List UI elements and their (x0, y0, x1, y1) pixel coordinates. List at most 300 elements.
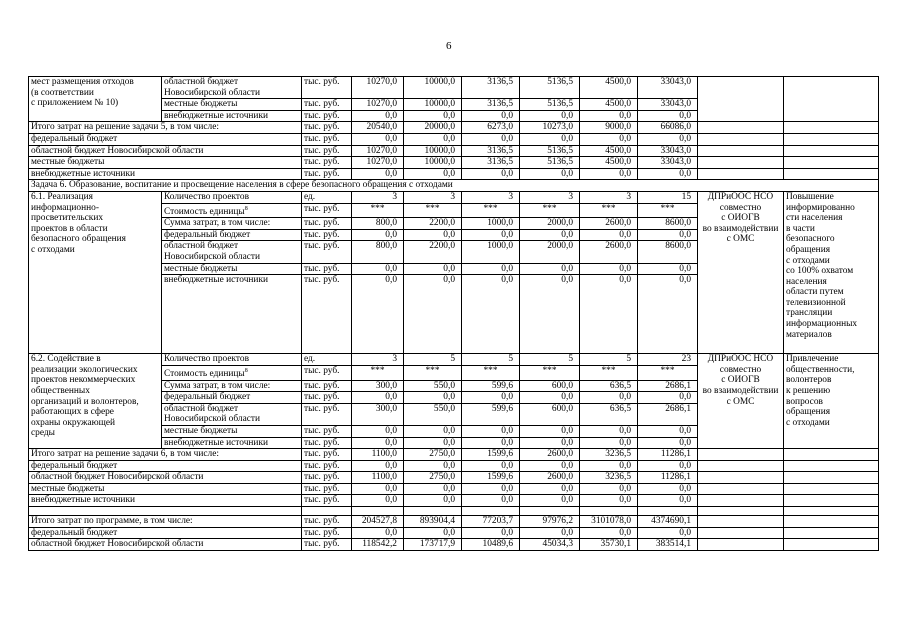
unit-cell: тыс. руб. (302, 168, 352, 180)
value-cell: 3236,5 (580, 449, 638, 461)
item-name-cell: 6.2. Содействие в реализации экологических проектов некоммерческих общественных организаций и волонтеров, работающих в сфере охраны окружающей среды (29, 354, 162, 449)
value-cell: 0,0 (638, 263, 698, 275)
value-cell: 11286,1 (638, 472, 698, 484)
value-cell: 0,0 (520, 275, 580, 354)
value-cell: 118542,2 (352, 539, 404, 551)
value-cell: *** (520, 365, 580, 380)
value-cell: 0,0 (352, 263, 404, 275)
source-cell: местные бюджеты (162, 425, 302, 437)
unit-cell: тыс. руб. (302, 275, 352, 354)
value-cell: 10000,0 (404, 157, 462, 169)
value-cell: 10270,0 (352, 145, 404, 157)
total-row (29, 495, 879, 507)
value-cell: 15 (638, 191, 698, 203)
unit-cell: тыс. руб. (302, 365, 352, 380)
source-cell: Сумма затрат, в том числе: (162, 218, 302, 230)
value-cell: 97976,2 (520, 516, 580, 528)
value-cell: 636,5 (580, 403, 638, 425)
total-row (29, 157, 879, 169)
value-cell: 0,0 (462, 437, 520, 449)
value-cell: 0,0 (638, 437, 698, 449)
total-label-cell: областной бюджет Новосибирской области (29, 472, 302, 484)
unit-cell: тыс. руб. (302, 145, 352, 157)
value-cell: 33043,0 (638, 99, 698, 111)
value-cell: 0,0 (404, 263, 462, 275)
value-cell: 0,0 (404, 495, 462, 507)
unit-cell: тыс. руб. (302, 229, 352, 241)
value-cell: 10273,0 (520, 122, 580, 134)
unit-cell: тыс. руб. (302, 460, 352, 472)
total-label-cell: Итого затрат на решение задачи 5, в том числе: (29, 122, 302, 134)
value-cell: 0,0 (520, 425, 580, 437)
value-cell: 5136,5 (520, 99, 580, 111)
unit-cell: тыс. руб. (302, 157, 352, 169)
value-cell: 35730,1 (580, 539, 638, 551)
value-cell: 0,0 (638, 168, 698, 180)
empty-cell (698, 122, 784, 134)
value-cell: 3 (462, 191, 520, 203)
total-label-cell: федеральный бюджет (29, 460, 302, 472)
value-cell: 0,0 (638, 483, 698, 495)
value-cell: 2600,0 (580, 241, 638, 263)
empty-cell (784, 495, 879, 507)
value-cell: 0,0 (520, 229, 580, 241)
empty-cell (784, 472, 879, 484)
empty-cell (698, 472, 784, 484)
empty-cell (698, 145, 784, 157)
value-cell: 0,0 (462, 460, 520, 472)
unit-cell: тыс. руб. (302, 403, 352, 425)
source-cell: местные бюджеты (162, 99, 302, 111)
empty-cell (520, 507, 580, 516)
empty-cell (784, 145, 879, 157)
total-row (29, 122, 879, 134)
unit-cell: тыс. руб. (302, 241, 352, 263)
executor-cell: ДПРиООС НСО совместно с ОИОГВ во взаимодействии с ОМС (698, 354, 784, 449)
value-cell: 1000,0 (462, 218, 520, 230)
value-cell: 2200,0 (404, 241, 462, 263)
value-cell: 0,0 (404, 229, 462, 241)
empty-cell (784, 168, 879, 180)
value-cell: 4500,0 (580, 145, 638, 157)
value-cell: 3 (352, 191, 404, 203)
value-cell: 0,0 (404, 133, 462, 145)
value-cell: 0,0 (462, 527, 520, 539)
empty-cell (404, 507, 462, 516)
value-cell: 0,0 (580, 275, 638, 354)
source-cell: федеральный бюджет (162, 392, 302, 404)
value-cell: 77203,7 (462, 516, 520, 528)
source-cell: местные бюджеты (162, 263, 302, 275)
value-cell: 4374690,1 (638, 516, 698, 528)
value-cell: 0,0 (352, 527, 404, 539)
value-cell: 20000,0 (404, 122, 462, 134)
value-cell: 0,0 (462, 133, 520, 145)
value-cell: 3136,5 (462, 157, 520, 169)
value-cell: 10270,0 (352, 99, 404, 111)
value-cell: 3136,5 (462, 145, 520, 157)
value-cell: 0,0 (580, 133, 638, 145)
unit-cell: тыс. руб. (302, 203, 352, 218)
empty-cell (580, 507, 638, 516)
value-cell: 0,0 (520, 110, 580, 122)
value-cell: 11286,1 (638, 449, 698, 461)
value-cell: *** (404, 365, 462, 380)
executor-cell (698, 77, 784, 122)
value-cell: 8600,0 (638, 241, 698, 263)
value-cell: 4500,0 (580, 77, 638, 99)
value-cell: 66086,0 (638, 122, 698, 134)
empty-cell (698, 495, 784, 507)
source-cell: областной бюджет Новосибирской области (162, 403, 302, 425)
empty-cell (698, 527, 784, 539)
spacer-row (29, 507, 879, 516)
unit-cell: тыс. руб. (302, 77, 352, 99)
value-cell: 800,0 (352, 218, 404, 230)
value-cell: 0,0 (404, 460, 462, 472)
value-cell: 0,0 (638, 275, 698, 354)
unit-cell: тыс. руб. (302, 437, 352, 449)
source-cell: внебюджетные источники (162, 110, 302, 122)
empty-cell (784, 539, 879, 551)
value-cell: 0,0 (580, 527, 638, 539)
total-label-cell: Итого затрат на решение задачи 6, в том числе: (29, 449, 302, 461)
value-cell: 0,0 (638, 425, 698, 437)
empty-cell (698, 483, 784, 495)
value-cell: 0,0 (462, 110, 520, 122)
value-cell: 0,0 (638, 495, 698, 507)
value-cell: 0,0 (352, 110, 404, 122)
value-cell: 0,0 (580, 460, 638, 472)
value-cell: 0,0 (352, 275, 404, 354)
value-cell: 0,0 (404, 437, 462, 449)
empty-cell (638, 507, 698, 516)
value-cell: 1000,0 (462, 241, 520, 263)
value-cell: 0,0 (352, 483, 404, 495)
empty-cell (698, 539, 784, 551)
value-cell: 6273,0 (462, 122, 520, 134)
value-cell: 0,0 (352, 229, 404, 241)
result-cell (784, 77, 879, 122)
value-cell: 0,0 (580, 483, 638, 495)
value-cell: 5136,5 (520, 77, 580, 99)
total-row (29, 168, 879, 180)
value-cell: 0,0 (520, 437, 580, 449)
value-cell: *** (352, 203, 404, 218)
value-cell: 0,0 (520, 483, 580, 495)
value-cell: 33043,0 (638, 145, 698, 157)
value-cell: 1599,6 (462, 449, 520, 461)
value-cell: 0,0 (638, 392, 698, 404)
value-cell: 2000,0 (520, 241, 580, 263)
total-row (29, 145, 879, 157)
value-cell: 0,0 (580, 110, 638, 122)
unit-cell: тыс. руб. (302, 99, 352, 111)
empty-cell (784, 483, 879, 495)
value-cell: 0,0 (580, 263, 638, 275)
value-cell: 0,0 (352, 495, 404, 507)
total-label-cell: областной бюджет Новосибирской области (29, 539, 302, 551)
value-cell: 0,0 (352, 392, 404, 404)
value-cell: 10000,0 (404, 77, 462, 99)
total-label-cell: местные бюджеты (29, 483, 302, 495)
value-cell: 0,0 (352, 133, 404, 145)
value-cell: 0,0 (462, 392, 520, 404)
value-cell: 636,5 (580, 380, 638, 392)
value-cell: 3 (520, 191, 580, 203)
value-cell: 0,0 (404, 110, 462, 122)
unit-cell: тыс. руб. (302, 218, 352, 230)
value-cell: 0,0 (638, 110, 698, 122)
source-cell: федеральный бюджет (162, 229, 302, 241)
unit-cell: тыс. руб. (302, 495, 352, 507)
value-cell: 1100,0 (352, 472, 404, 484)
value-cell: *** (638, 365, 698, 380)
total-row (29, 472, 879, 484)
page-number: 6 (446, 40, 452, 52)
value-cell: 204527,8 (352, 516, 404, 528)
source-cell: Стоимость единицы$^8$ (162, 365, 302, 380)
empty-cell (302, 507, 352, 516)
value-cell: 5 (404, 354, 462, 366)
value-cell: *** (520, 203, 580, 218)
value-cell: 0,0 (352, 425, 404, 437)
value-cell: 33043,0 (638, 77, 698, 99)
value-cell: 0,0 (520, 495, 580, 507)
value-cell: 0,0 (462, 495, 520, 507)
unit-cell: тыс. руб. (302, 380, 352, 392)
total-label-cell: областной бюджет Новосибирской области (29, 145, 302, 157)
value-cell: 599,6 (462, 403, 520, 425)
value-cell: 3 (580, 191, 638, 203)
unit-cell: тыс. руб. (302, 263, 352, 275)
value-cell: 2000,0 (520, 218, 580, 230)
section-header-row (29, 180, 879, 192)
value-cell: 1100,0 (352, 449, 404, 461)
value-cell: 0,0 (580, 392, 638, 404)
budget-table (28, 76, 879, 551)
total-row (29, 483, 879, 495)
empty-cell (784, 527, 879, 539)
value-cell: 0,0 (520, 460, 580, 472)
item-name-cell: мест размещения отходов (в соответствии с приложением № 10) (29, 77, 162, 122)
task-title-cell: Задача 6. Образование, воспитание и просвещение населения в сфере безопасного обращения с отходами (29, 180, 879, 192)
value-cell: 0,0 (352, 168, 404, 180)
value-cell: 10270,0 (352, 77, 404, 99)
total-label-cell: местные бюджеты (29, 157, 302, 169)
value-cell: 0,0 (404, 425, 462, 437)
value-cell: 5136,5 (520, 145, 580, 157)
table-body (29, 77, 879, 551)
table-row (29, 77, 879, 99)
value-cell: 0,0 (462, 229, 520, 241)
value-cell: 1599,6 (462, 472, 520, 484)
total-row (29, 460, 879, 472)
source-cell: Количество проектов (162, 191, 302, 203)
value-cell: 173717,9 (404, 539, 462, 551)
value-cell: *** (462, 203, 520, 218)
value-cell: *** (352, 365, 404, 380)
value-cell: 4500,0 (580, 99, 638, 111)
value-cell: 20540,0 (352, 122, 404, 134)
empty-cell (784, 516, 879, 528)
source-cell: областной бюджет Новосибирской области (162, 77, 302, 99)
value-cell: 0,0 (638, 527, 698, 539)
unit-cell: тыс. руб. (302, 516, 352, 528)
unit-cell: тыс. руб. (302, 527, 352, 539)
value-cell: 2686,1 (638, 403, 698, 425)
value-cell: 2600,0 (520, 472, 580, 484)
unit-cell: тыс. руб. (302, 133, 352, 145)
value-cell: 0,0 (638, 460, 698, 472)
value-cell: 4500,0 (580, 157, 638, 169)
total-label-cell: федеральный бюджет (29, 133, 302, 145)
total-row (29, 449, 879, 461)
value-cell: 0,0 (580, 437, 638, 449)
value-cell: 2600,0 (520, 449, 580, 461)
value-cell: 0,0 (462, 425, 520, 437)
value-cell: 0,0 (404, 483, 462, 495)
empty-cell (784, 460, 879, 472)
value-cell: 3101078,0 (580, 516, 638, 528)
source-cell: внебюджетные источники (162, 437, 302, 449)
total-label-cell: федеральный бюджет (29, 527, 302, 539)
value-cell: 0,0 (638, 229, 698, 241)
value-cell: 0,0 (520, 168, 580, 180)
value-cell: 5 (520, 354, 580, 366)
value-cell: 0,0 (462, 168, 520, 180)
value-cell: 8600,0 (638, 218, 698, 230)
value-cell: 0,0 (580, 168, 638, 180)
empty-cell (784, 507, 879, 516)
value-cell: 10489,6 (462, 539, 520, 551)
value-cell: 300,0 (352, 380, 404, 392)
total-label-cell: внебюджетные источники (29, 495, 302, 507)
total-row (29, 527, 879, 539)
value-cell: 599,6 (462, 380, 520, 392)
value-cell: 800,0 (352, 241, 404, 263)
value-cell: 2750,0 (404, 472, 462, 484)
table-row (29, 354, 879, 366)
empty-cell (698, 133, 784, 145)
value-cell: 10000,0 (404, 99, 462, 111)
unit-cell: тыс. руб. (302, 483, 352, 495)
empty-cell (698, 449, 784, 461)
total-label-cell: внебюджетные источники (29, 168, 302, 180)
empty-cell (698, 157, 784, 169)
empty-cell (784, 122, 879, 134)
item-name-cell: 6.1. Реализация информационно- просветительских проектов в области безопасного обращения с отходами (29, 191, 162, 353)
unit-cell: тыс. руб. (302, 539, 352, 551)
table-row (29, 191, 879, 203)
value-cell: 5 (462, 354, 520, 366)
value-cell: 3136,5 (462, 77, 520, 99)
total-label-cell: Итого затрат по программе, в том числе: (29, 516, 302, 528)
executor-cell: ДПРиООС НСО совместно с ОИОГВ во взаимодействии с ОМС (698, 191, 784, 353)
empty-cell (29, 507, 302, 516)
source-cell: областной бюджет Новосибирской области (162, 241, 302, 263)
value-cell: 0,0 (580, 229, 638, 241)
total-row (29, 539, 879, 551)
value-cell: 23 (638, 354, 698, 366)
empty-cell (352, 507, 404, 516)
value-cell: 2600,0 (580, 218, 638, 230)
value-cell: *** (580, 365, 638, 380)
value-cell: 5 (580, 354, 638, 366)
empty-cell (698, 168, 784, 180)
value-cell: 0,0 (520, 263, 580, 275)
value-cell: *** (580, 203, 638, 218)
unit-cell: тыс. руб. (302, 110, 352, 122)
value-cell: 0,0 (352, 437, 404, 449)
value-cell: 2686,1 (638, 380, 698, 392)
value-cell: 0,0 (638, 133, 698, 145)
value-cell: 0,0 (462, 275, 520, 354)
value-cell: *** (462, 365, 520, 380)
value-cell: 10270,0 (352, 157, 404, 169)
value-cell: 0,0 (580, 495, 638, 507)
value-cell: 9000,0 (580, 122, 638, 134)
value-cell: 3136,5 (462, 99, 520, 111)
source-cell: внебюджетные источники (162, 275, 302, 354)
empty-cell (698, 507, 784, 516)
value-cell: 0,0 (520, 392, 580, 404)
value-cell: 3 (352, 354, 404, 366)
value-cell: 300,0 (352, 403, 404, 425)
value-cell: 2750,0 (404, 449, 462, 461)
empty-cell (462, 507, 520, 516)
value-cell: 2200,0 (404, 218, 462, 230)
result-cell: Повышение информированно сти населения в части безопасного обращения с отходами со 100% охватом населения области путем телевизионной трансляции информационных материалов (784, 191, 879, 353)
unit-cell: тыс. руб. (302, 392, 352, 404)
value-cell: 893904,4 (404, 516, 462, 528)
source-cell: Стоимость единицы$^8$ (162, 203, 302, 218)
unit-cell: тыс. руб. (302, 122, 352, 134)
unit-cell: тыс. руб. (302, 425, 352, 437)
total-row (29, 516, 879, 528)
value-cell: 0,0 (404, 168, 462, 180)
total-row (29, 133, 879, 145)
empty-cell (698, 516, 784, 528)
unit-cell: тыс. руб. (302, 472, 352, 484)
value-cell: 0,0 (462, 483, 520, 495)
empty-cell (784, 133, 879, 145)
empty-cell (698, 460, 784, 472)
value-cell: *** (404, 203, 462, 218)
source-cell: Сумма затрат, в том числе: (162, 380, 302, 392)
unit-cell: ед. (302, 191, 352, 203)
value-cell: 33043,0 (638, 157, 698, 169)
value-cell: 0,0 (404, 392, 462, 404)
value-cell: 550,0 (404, 380, 462, 392)
result-cell: Привлечение общественности, волонтеров к решению вопросов обращения с отходами (784, 354, 879, 449)
unit-cell: ед. (302, 354, 352, 366)
unit-cell: тыс. руб. (302, 449, 352, 461)
empty-cell (784, 449, 879, 461)
value-cell: 383514,1 (638, 539, 698, 551)
value-cell: 0,0 (462, 263, 520, 275)
empty-cell (784, 157, 879, 169)
value-cell: 5136,5 (520, 157, 580, 169)
source-cell: Количество проектов (162, 354, 302, 366)
value-cell: 3236,5 (580, 472, 638, 484)
value-cell: 0,0 (352, 460, 404, 472)
value-cell: 550,0 (404, 403, 462, 425)
value-cell: 0,0 (404, 527, 462, 539)
value-cell: 0,0 (580, 425, 638, 437)
value-cell: 0,0 (520, 133, 580, 145)
value-cell: 10000,0 (404, 145, 462, 157)
